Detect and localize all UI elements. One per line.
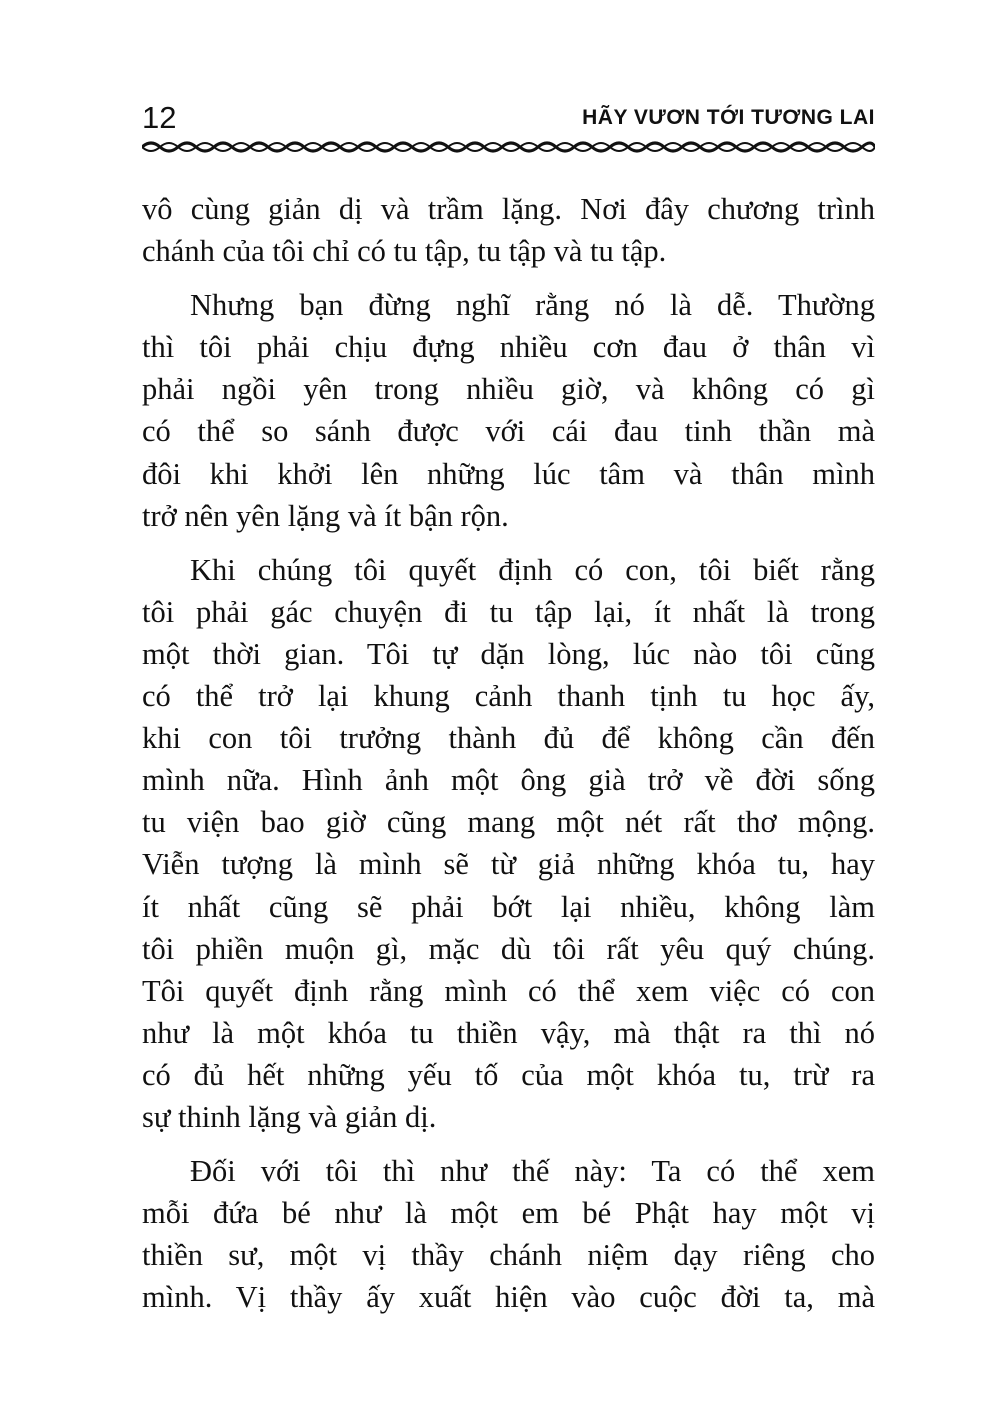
text-line: thì tôi phải chịu đựng nhiều cơn đau ở thân vì (142, 330, 875, 365)
text-line: đôi khi khởi lên những lúc tâm và thân mình (142, 456, 875, 491)
text-line: Tôi quyết định rằng mình có thể xem việc có con (142, 973, 875, 1008)
paragraph-4-cont (142, 1192, 875, 1318)
text-line: Khi chúng tôi quyết định có con, tôi biết rằng (190, 552, 875, 587)
text-line: chánh của tôi chỉ có tu tập, tu tập và tu tập. (142, 234, 667, 269)
text-line: như là một khóa tu thiền vậy, mà thật ra thì nó (142, 1015, 875, 1050)
page-header (142, 98, 875, 138)
paragraph-3-cont (142, 591, 875, 1138)
running-title: HÃY VƯƠN TỚI TƯƠNG LAI (582, 106, 875, 129)
text-line: tôi phiền muộn gì, mặc dù tôi rất yêu quý chúng. (142, 931, 875, 966)
paragraph-3 (142, 549, 875, 591)
paragraph-2-cont (142, 326, 875, 536)
text-line: khi con tôi trưởng thành đủ để không cần đến (142, 721, 875, 756)
paragraph-1 (142, 188, 875, 272)
text-line: có thể trở lại khung cảnh thanh tịnh tu học ấy, (142, 679, 875, 714)
text-line: vô cùng giản dị và trầm lặng. Nơi đây chương trình (142, 192, 875, 226)
text-line: sự thinh lặng và giản dị. (142, 1099, 437, 1134)
text-line: Viễn tượng là mình sẽ từ giả những khóa tu, hay (142, 847, 875, 882)
text-line: có đủ hết những yếu tố của một khóa tu, trừ ra (142, 1057, 875, 1092)
text-line: một thời gian. Tôi tự dặn lòng, lúc nào tôi cũng (142, 636, 875, 671)
text-line: thiền sư, một vị thầy chánh niệm dạy riêng cho (142, 1238, 875, 1273)
text-line: mình. Vị thầy ấy xuất hiện vào cuộc đời ta, mà (142, 1280, 875, 1315)
body-text (142, 188, 875, 1330)
paragraph-4 (142, 1150, 875, 1192)
text-line: mình nữa. Hình ảnh một ông già trở về đời sống (142, 763, 875, 798)
text-line: tôi phải gác chuyện đi tu tập lại, ít nhất là trong (142, 594, 875, 629)
decorative-wave-rule-icon (142, 136, 875, 158)
text-line: Đối với tôi thì như thế này: Ta có thể xem (190, 1154, 875, 1189)
page-number: 12 (142, 100, 177, 135)
text-line: trở nên yên lặng và ít bận rộn. (142, 498, 509, 533)
text-line: phải ngồi yên trong nhiều giờ, và không có gì (142, 372, 875, 407)
text-line: tu viện bao giờ cũng mang một nét rất thơ mộng. (142, 805, 875, 840)
paragraph-2 (142, 284, 875, 326)
text-line: ít nhất cũng sẽ phải bớt lại nhiều, không làm (142, 889, 875, 924)
text-line: mỗi đứa bé như là một em bé Phật hay một vị (142, 1196, 875, 1231)
text-line: có thể so sánh được với cái đau tinh thần mà (142, 414, 875, 449)
text-line: Nhưng bạn đừng nghĩ rằng nó là dễ. Thường (190, 288, 875, 323)
